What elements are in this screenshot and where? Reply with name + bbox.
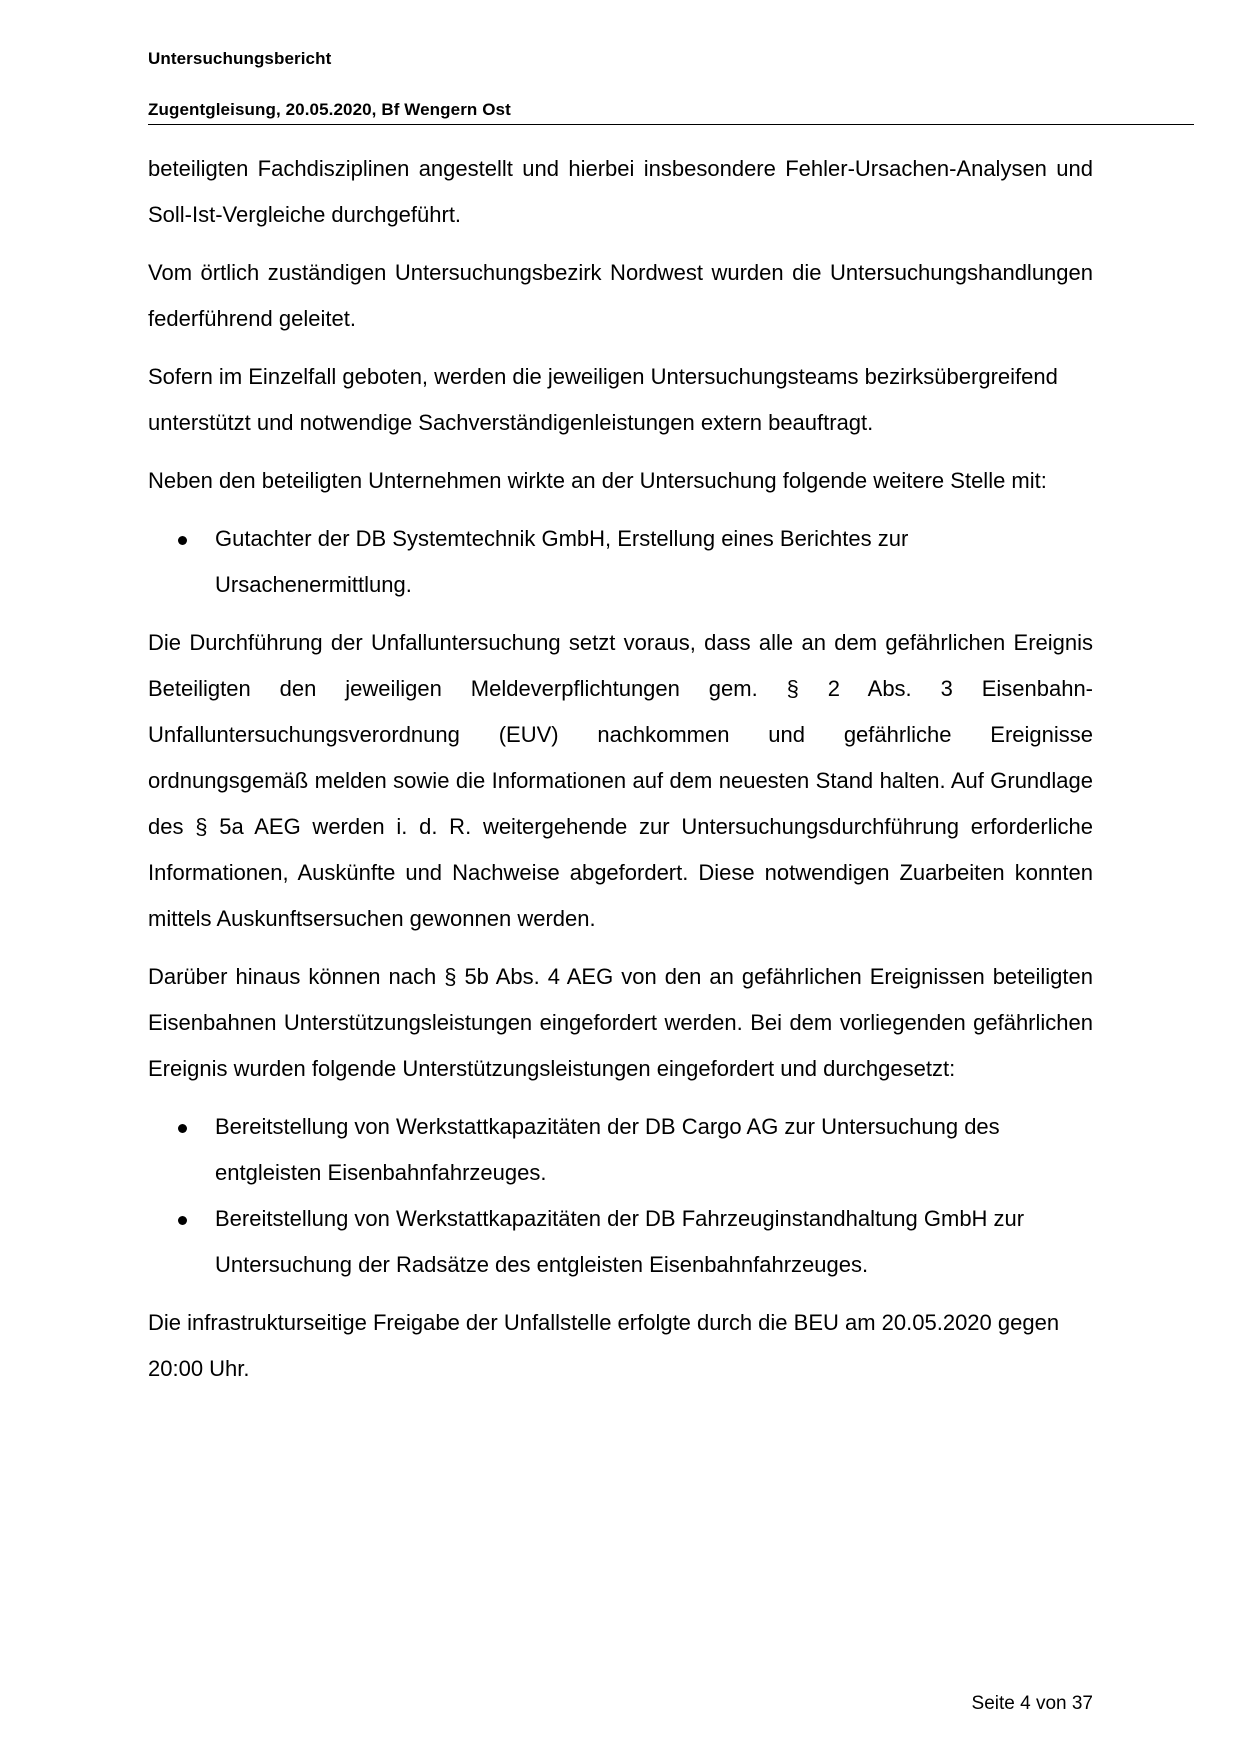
bullet-icon bbox=[178, 1124, 187, 1133]
bullet-icon bbox=[178, 536, 187, 545]
paragraph: Neben den beteiligten Unternehmen wirkte an der Untersuchung folgende weitere Stelle mit: bbox=[148, 468, 1047, 493]
bullet-list bbox=[148, 516, 1093, 608]
paragraph: Die infrastrukturseitige Freigabe der Unfallstelle erfolgte durch die BEU am 20.05.2020 gegen 20:00 Uhr. bbox=[148, 1310, 1060, 1381]
list-item-text: Gutachter der DB Systemtechnik GmbH, Erstellung eines Berichtes zur Ursachenermittlung. bbox=[215, 526, 909, 597]
list-item-text: Bereitstellung von Werkstattkapazitäten der DB Fahrzeuginstandhaltung GmbH zur Untersuchung der Radsätze des entgleisten Eisenbahnfahrzeuges. bbox=[215, 1206, 1025, 1277]
header-divider bbox=[148, 124, 1194, 125]
list-item bbox=[148, 1104, 1093, 1196]
paragraph: Sofern im Einzelfall geboten, werden die jeweiligen Untersuchungsteams bezirksübergreifend unterstützt und notwendige Sachverständigenleistungen extern beauftragt. bbox=[148, 364, 1058, 435]
bullet-icon bbox=[178, 1216, 187, 1225]
paragraph: Darüber hinaus können nach § 5b Abs. 4 AEG von den an gefährlichen Ereignissen beteiligten Eisenbahnen Unterstützungsleistungen eingefordert werden. Bei dem vorliegenden gefährlichen Ereignis wurden folgende Unterstützungsleistungen eingefordert und durchgesetzt: bbox=[148, 964, 1093, 1081]
list-item bbox=[148, 1196, 1093, 1288]
paragraph: beteiligten Fachdisziplinen angestellt und hierbei insbesondere Fehler-Ursachen-Analysen und Soll-Ist-Vergleiche durchgeführt. bbox=[148, 156, 1093, 227]
report-title: Untersuchungsbericht bbox=[148, 49, 332, 68]
list-item-text: Bereitstellung von Werkstattkapazitäten der DB Cargo AG zur Untersuchung des entgleisten Eisenbahnfahrzeuges. bbox=[215, 1114, 1000, 1185]
report-subtitle: Zugentgleisung, 20.05.2020, Bf Wengern Ost bbox=[148, 100, 511, 119]
bullet-list bbox=[148, 1104, 1093, 1288]
list-item bbox=[148, 516, 1093, 608]
report-body bbox=[148, 146, 1093, 1404]
paragraph: Die Durchführung der Unfalluntersuchung setzt voraus, dass alle an dem gefährlichen Ereignis Beteiligten den jeweiligen Meldeverpflichtungen gem. § 2 Abs. 3 Eisenbahn-Unfalluntersuchungsverordnung (EUV) nachkommen und gefährliche Ereignisse ordnungsgemäß melden sowie die Informationen auf dem neuesten Stand halten. Auf Grundlage des § 5a AEG werden i. d. R. weitergehende zur Untersuchungsdurchführung erforderliche Informationen, Auskünfte und Nachweise abgefordert. Diese notwendigen Zuarbeiten konnten mittels Auskunftsersuchen gewonnen werden. bbox=[148, 630, 1093, 931]
paragraph: Vom örtlich zuständigen Untersuchungsbezirk Nordwest wurden die Untersuchungshandlungen federführend geleitet. bbox=[148, 260, 1093, 331]
page-number: Seite 4 von 37 bbox=[971, 1693, 1093, 1714]
